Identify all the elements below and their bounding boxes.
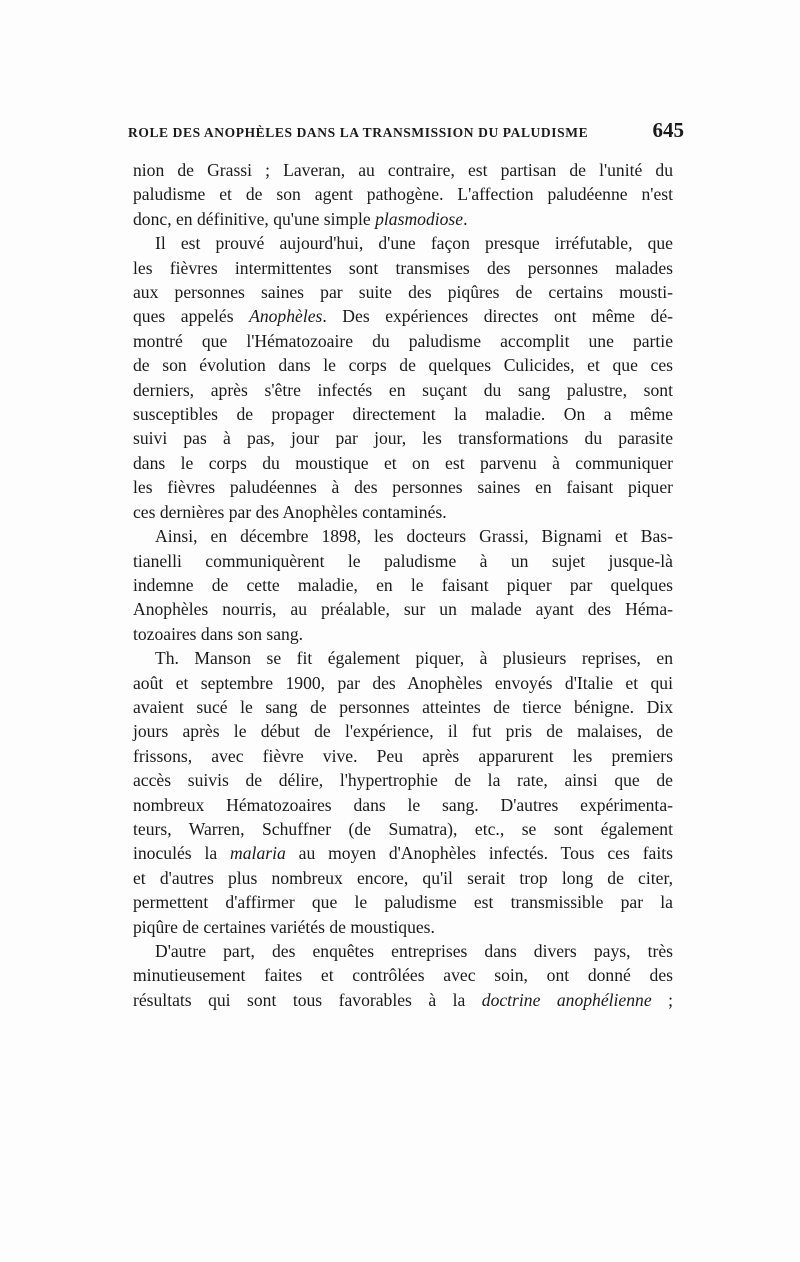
- paragraph-1: [133, 158, 673, 231]
- paragraph-4: [133, 646, 673, 939]
- text-line: teurs, Warren, Schuffner (de Sumatra), etc., se sont également: [133, 818, 673, 839]
- text-line: tozoaires dans son sang.: [133, 623, 304, 644]
- page-header: [128, 118, 684, 144]
- text-line: tianelli communiquèrent le paludisme à un sujet jusque-là: [133, 550, 673, 571]
- text-line: [133, 841, 673, 865]
- text-line: frissons, avec fièvre vive. Peu après apparurent les premiers: [133, 745, 673, 766]
- paragraph-5: [133, 939, 673, 1012]
- text-line: paludisme et de son agent pathogène. L'affection paludéenne n'est: [133, 184, 673, 205]
- text-line: [133, 304, 673, 328]
- running-title: ROLE DES ANOPHÈLES DANS LA TRANSMISSION DU PALUDISME: [128, 125, 589, 140]
- text-line: montré que l'Hématozoaire du paludisme accomplit une partie: [133, 330, 673, 351]
- text-line: nombreux Hématozoaires dans le sang. D'autres expérimenta-: [133, 794, 673, 815]
- text-line: Ainsi, en décembre 1898, les docteurs Grassi, Bignami et Bas-: [155, 526, 673, 547]
- text-span: . Des expériences directes ont même dé-: [322, 306, 673, 327]
- text-line: les fièvres paludéennes à des personnes saines en faisant piquer: [133, 477, 673, 498]
- text-line: Il est prouvé aujourd'hui, d'une façon presque irréfutable, que: [155, 233, 673, 254]
- italic-term: doctrine anophélienne: [481, 989, 652, 1010]
- text-span: au moyen d'Anophèles infectés. Tous ces faits: [285, 843, 673, 864]
- text-span: .: [463, 208, 468, 229]
- text-line: nion de Grassi ; Laveran, au contraire, est partisan de l'unité du: [133, 160, 673, 180]
- text-line: Anophèles nourris, au préalable, sur un malade ayant des Héma-: [133, 599, 673, 620]
- text-span: inoculés la: [133, 843, 231, 864]
- text-span: ques appelés: [133, 306, 250, 327]
- text-line: [133, 207, 673, 231]
- text-span: ;: [651, 989, 673, 1010]
- text-line: suivi pas à pas, jour par jour, les transformations du parasite: [133, 428, 673, 449]
- italic-term: malaria: [230, 843, 286, 864]
- text-line: Th. Manson se fit également piquer, à plusieurs reprises, en: [155, 648, 673, 669]
- text-line: avaient sucé le sang de personnes atteintes de tierce bénigne. Dix: [133, 696, 673, 717]
- text-line: et d'autres plus nombreux encore, qu'il serait trop long de citer,: [133, 867, 673, 888]
- italic-term: Anophèles: [249, 306, 323, 327]
- text-line: dans le corps du moustique et on est parvenu à communiquer: [133, 452, 673, 473]
- text-line: susceptibles de propager directement la maladie. On a même: [133, 404, 673, 425]
- text-line: piqûre de certaines variétés de moustiques.: [133, 916, 435, 937]
- text-line: derniers, après s'être infectés en suçant du sang palustre, sont: [133, 379, 673, 400]
- text-line: ces dernières par des Anophèles contaminés.: [133, 501, 447, 522]
- text-line: [133, 988, 673, 1012]
- text-line: août et septembre 1900, par des Anophèles envoyés d'Italie et qui: [133, 672, 673, 693]
- text-line: permettent d'affirmer que le paludisme est transmissible par la: [133, 892, 673, 913]
- text-span: donc, en définitive, qu'une simple: [133, 208, 376, 229]
- text-line: les fièvres intermittentes sont transmises des personnes malades: [133, 257, 673, 278]
- text-line: de son évolution dans le corps de quelques Culicides, et que ces: [133, 355, 673, 376]
- text-line: D'autre part, des enquêtes entreprises dans divers pays, très: [155, 941, 673, 961]
- text-line: minutieusement faites et contrôlées avec soin, ont donné des: [133, 965, 673, 986]
- text-line: aux personnes saines par suite des piqûres de certains mousti-: [133, 282, 673, 303]
- body-text: [133, 158, 673, 1012]
- page-number: 645: [652, 118, 684, 142]
- text-line: indemne de cette maladie, en le faisant piquer par quelques: [133, 574, 673, 595]
- text-span: résultats qui sont tous favorables à la: [133, 989, 482, 1010]
- italic-term: plasmodiose: [375, 208, 464, 229]
- paragraph-2: [133, 231, 673, 524]
- text-line: accès suivis de délire, l'hypertrophie de la rate, ainsi que de: [133, 770, 673, 791]
- text-line: jours après le début de l'expérience, il fut pris de malaises, de: [133, 721, 673, 742]
- paragraph-3: [133, 524, 673, 646]
